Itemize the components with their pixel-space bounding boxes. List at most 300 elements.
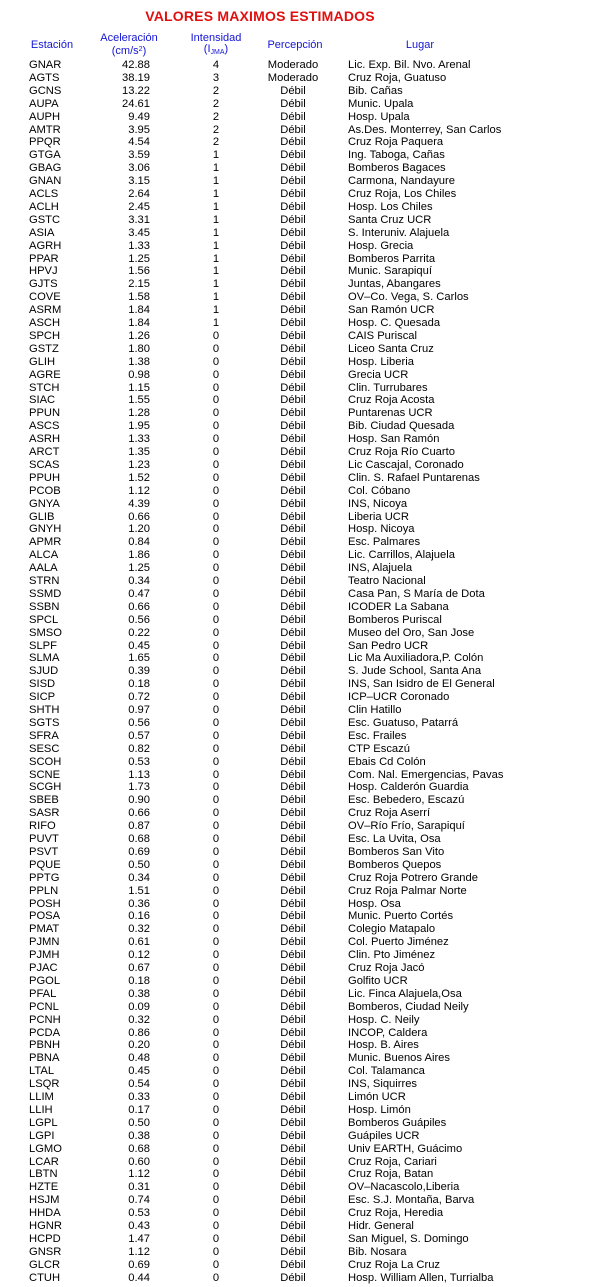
station-cell: SSMD (29, 587, 62, 600)
acceleration-cell: 1.86 (128, 549, 150, 562)
table-row (0, 756, 590, 769)
table-row (0, 304, 590, 317)
place-cell: Ing. Taboga, Cañas (348, 149, 445, 162)
table-row (0, 601, 590, 614)
station-cell: SSBN (29, 600, 60, 613)
acceleration-cell: 0.16 (128, 910, 150, 923)
intensity-cell: 0 (212, 420, 220, 433)
perception-cell: Débil (280, 742, 306, 755)
place-cell: Puntarenas UCR (348, 407, 433, 420)
acceleration-cell: 0.57 (128, 729, 150, 742)
acceleration-cell: 0.22 (128, 626, 150, 639)
station-cell: SGTS (29, 716, 60, 729)
perception-cell: Débil (280, 1052, 306, 1065)
intensity-cell: 2 (212, 97, 220, 110)
place-cell: Munic. Sarapiquí (348, 265, 432, 278)
acceleration-cell: 13.22 (122, 84, 150, 97)
station-cell: SIAC (29, 394, 56, 407)
perception-cell: Débil (280, 136, 306, 149)
station-cell: APMR (29, 536, 62, 549)
perception-cell: Débil (280, 458, 306, 471)
table-row (0, 975, 590, 988)
acceleration-cell: 2.15 (128, 278, 150, 291)
acceleration-cell: 1.12 (128, 1245, 150, 1258)
table-row (0, 691, 590, 704)
intensity-cell: 0 (212, 768, 220, 781)
intensity-cell: 0 (212, 820, 220, 833)
station-cell: STRN (29, 575, 60, 587)
acceleration-cell: 1.56 (128, 265, 150, 278)
perception-cell: Débil (280, 1207, 306, 1220)
intensity-cell: 2 (212, 84, 220, 97)
acceleration-cell: 1.51 (128, 884, 150, 897)
table-row (0, 356, 590, 369)
place-cell: INS, Siquirres (348, 1078, 418, 1091)
acceleration-cell: 0.61 (128, 936, 150, 949)
table-row (0, 162, 590, 175)
intensity-cell: 1 (212, 162, 220, 175)
intensity-cell: 0 (212, 497, 220, 510)
perception-cell: Débil (280, 355, 306, 368)
station-cell: PBNA (29, 1052, 60, 1065)
place-cell: Com. Nal. Emergencias, Pavas (348, 768, 504, 781)
station-cell: SLMA (29, 652, 60, 665)
perception-cell: Débil (280, 110, 306, 123)
intensity-cell: 0 (212, 974, 220, 987)
perception-cell: Débil (280, 794, 306, 807)
acceleration-cell: 0.66 (128, 807, 150, 820)
acceleration-cell: 0.68 (128, 1142, 150, 1155)
place-cell: Esc. La Uvita, Osa (348, 833, 441, 845)
place-cell: Hosp. Los Chiles (348, 200, 433, 213)
station-cell: AMTR (29, 123, 61, 136)
intensity-cell: 0 (212, 1116, 220, 1129)
station-cell: PBNH (29, 1039, 61, 1052)
station-cell: CTUH (29, 1271, 61, 1284)
perception-cell: Débil (280, 497, 306, 510)
table-row (0, 936, 590, 949)
intensity-cell: 0 (212, 729, 220, 742)
station-cell: ASRH (29, 433, 61, 446)
station-cell: LCAR (29, 1155, 59, 1168)
table-row (0, 201, 590, 214)
intensity-cell: 0 (212, 1000, 220, 1013)
table-row (0, 149, 590, 162)
table-row (0, 498, 590, 511)
perception-cell: Débil (280, 446, 306, 458)
place-cell: Cruz Roja, Cariari (348, 1155, 437, 1168)
header-station-label: Estación (30, 39, 74, 51)
perception-cell: Débil (280, 523, 306, 536)
perception-cell: Débil (280, 123, 306, 136)
place-cell: Hosp. Limón (348, 1103, 411, 1116)
perception-cell: Débil (280, 1155, 306, 1168)
station-cell: LGPI (29, 1129, 55, 1142)
perception-cell: Débil (280, 510, 306, 523)
intensity-cell: 0 (212, 446, 220, 458)
perception-cell: Débil (280, 407, 306, 420)
intensity-cell: 1 (212, 304, 220, 317)
place-cell: Bomberos Guápiles (348, 1116, 447, 1129)
table-row (0, 317, 590, 330)
header-intensity-label: Intensidad (190, 32, 242, 44)
perception-cell: Débil (280, 729, 306, 742)
station-cell: LBTN (29, 1168, 58, 1181)
acceleration-cell: 0.32 (128, 1013, 150, 1026)
place-cell: Cruz Roja Potrero Grande (348, 871, 478, 884)
table-row (0, 1246, 590, 1259)
table-row (0, 1143, 590, 1156)
intensity-cell: 0 (212, 755, 220, 768)
perception-cell: Débil (280, 1181, 306, 1194)
place-cell: Bib. Ciudad Quesada (348, 420, 455, 433)
acceleration-cell: 1.95 (128, 420, 150, 433)
acceleration-cell: 0.90 (128, 794, 150, 807)
perception-cell: Débil (280, 562, 306, 575)
place-cell: Clin Hatillo (348, 704, 402, 716)
place-cell: INS, San Isidro de El General (348, 678, 495, 691)
station-cell: SCOH (29, 755, 62, 768)
table-row (0, 962, 590, 975)
station-cell: PUVT (29, 833, 59, 845)
intensity-cell: 0 (212, 923, 220, 936)
acceleration-cell: 3.06 (128, 162, 150, 175)
table-row (0, 394, 590, 407)
station-cell: AGTS (29, 71, 60, 84)
perception-cell: Débil (280, 97, 306, 110)
table-row (0, 511, 590, 524)
perception-cell: Débil (280, 575, 306, 587)
station-cell: AUPH (29, 110, 61, 123)
place-cell: OV–Nacascolo,Liberia (348, 1181, 460, 1194)
table-row (0, 988, 590, 1001)
acceleration-cell: 2.64 (128, 188, 150, 200)
station-cell: AUPA (29, 97, 59, 110)
perception-cell: Débil (280, 652, 306, 665)
header-perception (255, 40, 335, 51)
perception-cell: Débil (280, 768, 306, 781)
perception-cell: Débil (280, 1258, 306, 1271)
perception-cell: Débil (280, 923, 306, 936)
station-cell: PGOL (29, 974, 61, 987)
place-cell: Hosp. San Ramón (348, 433, 440, 446)
acceleration-cell: 0.31 (128, 1181, 150, 1194)
station-cell: PCNH (29, 1013, 61, 1026)
perception-cell: Débil (280, 807, 306, 820)
perception-cell: Débil (280, 304, 306, 317)
perception-cell: Débil (280, 278, 306, 291)
station-cell: PCOB (29, 484, 61, 497)
table-row (0, 369, 590, 382)
perception-cell: Débil (280, 884, 306, 897)
table-row (0, 769, 590, 782)
acceleration-cell: 1.38 (128, 355, 150, 368)
intensity-cell: 0 (212, 407, 220, 420)
header-acceleration-label: Aceleración (100, 32, 158, 44)
intensity-cell: 0 (212, 394, 220, 407)
intensity-cell: 0 (212, 781, 220, 794)
acceleration-cell: 0.18 (128, 678, 150, 691)
station-cell: ALCA (29, 549, 59, 562)
intensity-cell: 1 (212, 200, 220, 213)
table-row (0, 407, 590, 420)
acceleration-cell: 0.50 (128, 1116, 150, 1129)
perception-cell: Débil (280, 845, 306, 858)
intensity-cell: 1 (212, 252, 220, 265)
acceleration-cell: 0.72 (128, 691, 150, 704)
station-cell: HCPD (29, 1232, 61, 1245)
acceleration-cell: 1.33 (128, 433, 150, 446)
station-cell: LGMO (29, 1142, 62, 1155)
perception-cell: Débil (280, 1116, 306, 1129)
acceleration-cell: 0.67 (128, 962, 150, 974)
table-row (0, 98, 590, 111)
intensity-cell: 0 (212, 884, 220, 897)
place-cell: Cruz Roja Paquera (348, 136, 444, 149)
acceleration-cell: 0.48 (128, 1052, 150, 1065)
place-cell: Liberia UCR (348, 510, 409, 523)
table-row (0, 188, 590, 201)
table-row (0, 575, 590, 588)
table-row (0, 124, 590, 137)
acceleration-cell: 0.84 (128, 536, 150, 549)
perception-cell: Débil (280, 910, 306, 923)
station-cell: PPAR (29, 252, 59, 265)
table-row (0, 1272, 590, 1285)
place-cell: Bomberos Parrita (348, 252, 436, 265)
station-cell: PJMN (29, 936, 60, 949)
station-cell: SHTH (29, 704, 60, 716)
intensity-cell: 1 (212, 175, 220, 188)
intensity-cell: 2 (212, 110, 220, 123)
perception-cell: Débil (280, 1194, 306, 1207)
place-cell: Lic. Exp. Bil. Nvo. Arenal (348, 59, 471, 71)
perception-cell: Débil (280, 342, 306, 355)
acceleration-cell: 0.66 (128, 600, 150, 613)
header-place-label: Lugar (405, 39, 435, 51)
table-row (0, 85, 590, 98)
acceleration-cell: 0.38 (128, 987, 150, 1000)
acceleration-cell: 0.74 (128, 1194, 150, 1207)
table-row (0, 1039, 590, 1052)
acceleration-cell: 3.31 (128, 213, 150, 226)
intensity-cell: 0 (212, 562, 220, 575)
intensity-cell: 0 (212, 704, 220, 716)
perception-cell: Débil (280, 1245, 306, 1258)
table-row (0, 420, 590, 433)
table-row (0, 536, 590, 549)
intensity-cell: 0 (212, 471, 220, 484)
perception-cell: Débil (280, 317, 306, 329)
intensity-cell: 0 (212, 1129, 220, 1142)
perception-cell: Débil (280, 691, 306, 704)
table-row (0, 898, 590, 911)
table-row (0, 253, 590, 266)
acceleration-cell: 1.47 (128, 1232, 150, 1245)
perception-cell: Débil (280, 936, 306, 949)
perception-cell: Débil (280, 84, 306, 97)
intensity-cell: 0 (212, 575, 220, 587)
header-station (22, 40, 82, 51)
station-cell: PQUE (29, 858, 61, 871)
perception-cell: Débil (280, 213, 306, 226)
perception-cell: Débil (280, 858, 306, 871)
intensity-cell: 0 (212, 910, 220, 923)
acceleration-cell: 1.25 (128, 562, 150, 575)
station-cell: GNYH (29, 523, 62, 536)
table-row (0, 136, 590, 149)
station-cell: PPLN (29, 884, 59, 897)
place-cell: San Pedro UCR (348, 639, 429, 652)
table-row (0, 627, 590, 640)
place-cell: Lic. Carrillos, Alajuela (348, 549, 455, 562)
station-cell: PSVT (29, 845, 59, 858)
place-cell: Museo del Oro, San Jose (348, 626, 475, 639)
intensity-cell: 1 (212, 317, 220, 329)
table-row (0, 1065, 590, 1078)
acceleration-cell: 0.45 (128, 1065, 150, 1078)
intensity-cell: 0 (212, 1065, 220, 1078)
place-cell: Casa Pan, S María de Dota (348, 587, 485, 600)
acceleration-cell: 0.56 (128, 716, 150, 729)
table-row (0, 278, 590, 291)
table-row (0, 794, 590, 807)
acceleration-cell: 4.54 (128, 136, 150, 149)
acceleration-cell: 2.45 (128, 200, 150, 213)
station-cell: PCNL (29, 1000, 59, 1013)
place-cell: Bomberos Quepos (348, 858, 442, 871)
perception-cell: Débil (280, 716, 306, 729)
station-cell: PJMH (29, 949, 60, 962)
acceleration-cell: 1.55 (128, 394, 150, 407)
acceleration-cell: 0.17 (128, 1103, 150, 1116)
place-cell: Limón UCR (348, 1091, 406, 1103)
intensity-cell: 0 (212, 1194, 220, 1207)
place-cell: Bomberos Bagaces (348, 162, 446, 175)
table-row (0, 549, 590, 562)
station-cell: PPTG (29, 871, 60, 884)
intensity-cell: 0 (212, 962, 220, 974)
table-row (0, 1052, 590, 1065)
station-cell: SICP (29, 691, 56, 704)
place-cell: Bomberos, Ciudad Neily (348, 1000, 469, 1013)
table-row (0, 730, 590, 743)
perception-cell: Débil (280, 175, 306, 188)
place-cell: OV–Río Frío, Sarapiquí (348, 820, 465, 833)
station-cell: ASIA (29, 226, 55, 239)
acceleration-cell: 0.98 (128, 368, 150, 381)
station-cell: SISD (29, 678, 56, 691)
station-cell: ACLH (29, 200, 59, 213)
table-row (0, 214, 590, 227)
perception-cell: Débil (280, 149, 306, 162)
table-row (0, 846, 590, 859)
place-cell: Lic. Finca Alajuela,Osa (348, 987, 462, 1000)
perception-cell: Débil (280, 1013, 306, 1026)
place-cell: ICP–UCR Coronado (348, 691, 450, 704)
place-cell: Hosp. C. Neily (348, 1013, 420, 1026)
place-cell: S. Interuniv. Alajuela (348, 226, 450, 239)
header-intensity-unit: $(I_{JMA})$ (203, 43, 229, 56)
place-cell: Col. Talamanca (348, 1065, 425, 1078)
place-cell: Lic Cascajal, Coronado (348, 458, 464, 471)
intensity-cell: 1 (212, 226, 220, 239)
station-cell: STCH (29, 381, 60, 394)
acceleration-cell: 24.61 (122, 97, 150, 110)
perception-cell: Débil (280, 433, 306, 446)
place-cell: Ebais Cd Colón (348, 755, 426, 768)
place-cell: Cruz Roja La Cruz (348, 1258, 441, 1271)
station-cell: GLCR (29, 1258, 61, 1271)
table-row (0, 265, 590, 278)
table-row (0, 382, 590, 395)
acceleration-cell: 0.54 (128, 1078, 150, 1091)
perception-cell: Débil (280, 226, 306, 239)
station-cell: LTAL (29, 1065, 55, 1078)
station-cell: PPUN (29, 407, 61, 420)
station-cell: SESC (29, 742, 60, 755)
acceleration-cell: 0.43 (128, 1220, 150, 1232)
perception-cell: Débil (280, 678, 306, 691)
station-cell: HSJM (29, 1194, 60, 1207)
place-cell: San Miguel, S. Domingo (348, 1232, 469, 1245)
table-row (0, 111, 590, 124)
intensity-cell: 0 (212, 794, 220, 807)
perception-cell: Débil (280, 639, 306, 652)
place-cell: Hosp. William Allen, Turrialba (348, 1271, 494, 1284)
perception-cell: Débil (280, 871, 306, 884)
acceleration-cell: 0.09 (128, 1000, 150, 1013)
table-row (0, 446, 590, 459)
place-cell: Esc. Palmares (348, 536, 421, 549)
place-cell: As.Des. Monterrey, San Carlos (348, 123, 502, 136)
perception-cell: Débil (280, 536, 306, 549)
intensity-cell: 1 (212, 291, 220, 304)
perception-cell: Débil (280, 1065, 306, 1078)
perception-cell: Débil (280, 587, 306, 600)
place-cell: Esc. Guatuso, Patarrá (348, 716, 459, 729)
intensity-cell: 2 (212, 123, 220, 136)
intensity-cell: 0 (212, 678, 220, 691)
intensity-cell: 0 (212, 1155, 220, 1168)
table-row (0, 1078, 590, 1091)
table-row (0, 472, 590, 485)
station-cell: PFAL (29, 987, 57, 1000)
intensity-cell: 0 (212, 1052, 220, 1065)
perception-cell: Débil (280, 665, 306, 678)
place-cell: OV–Co. Vega, S. Carlos (348, 291, 469, 304)
place-cell: Hosp. Liberia (348, 355, 414, 368)
station-cell: HHDA (29, 1207, 61, 1220)
place-cell: Esc. S.J. Montaña, Barva (348, 1194, 475, 1207)
place-cell: Hosp. Nicoya (348, 523, 415, 536)
perception-cell: Débil (280, 820, 306, 833)
table-row (0, 910, 590, 923)
station-cell: PCDA (29, 1026, 61, 1039)
station-cell: SPCH (29, 329, 61, 342)
intensity-cell: 0 (212, 600, 220, 613)
station-cell: ASCH (29, 317, 61, 329)
intensity-cell: 0 (212, 1013, 220, 1026)
acceleration-cell: 0.45 (128, 639, 150, 652)
table-row (0, 743, 590, 756)
acceleration-cell: 0.33 (128, 1091, 150, 1103)
perception-cell: Débil (280, 394, 306, 407)
table-row (0, 523, 590, 536)
perception-cell: Débil (280, 1142, 306, 1155)
table-row (0, 923, 590, 936)
table-row (0, 807, 590, 820)
